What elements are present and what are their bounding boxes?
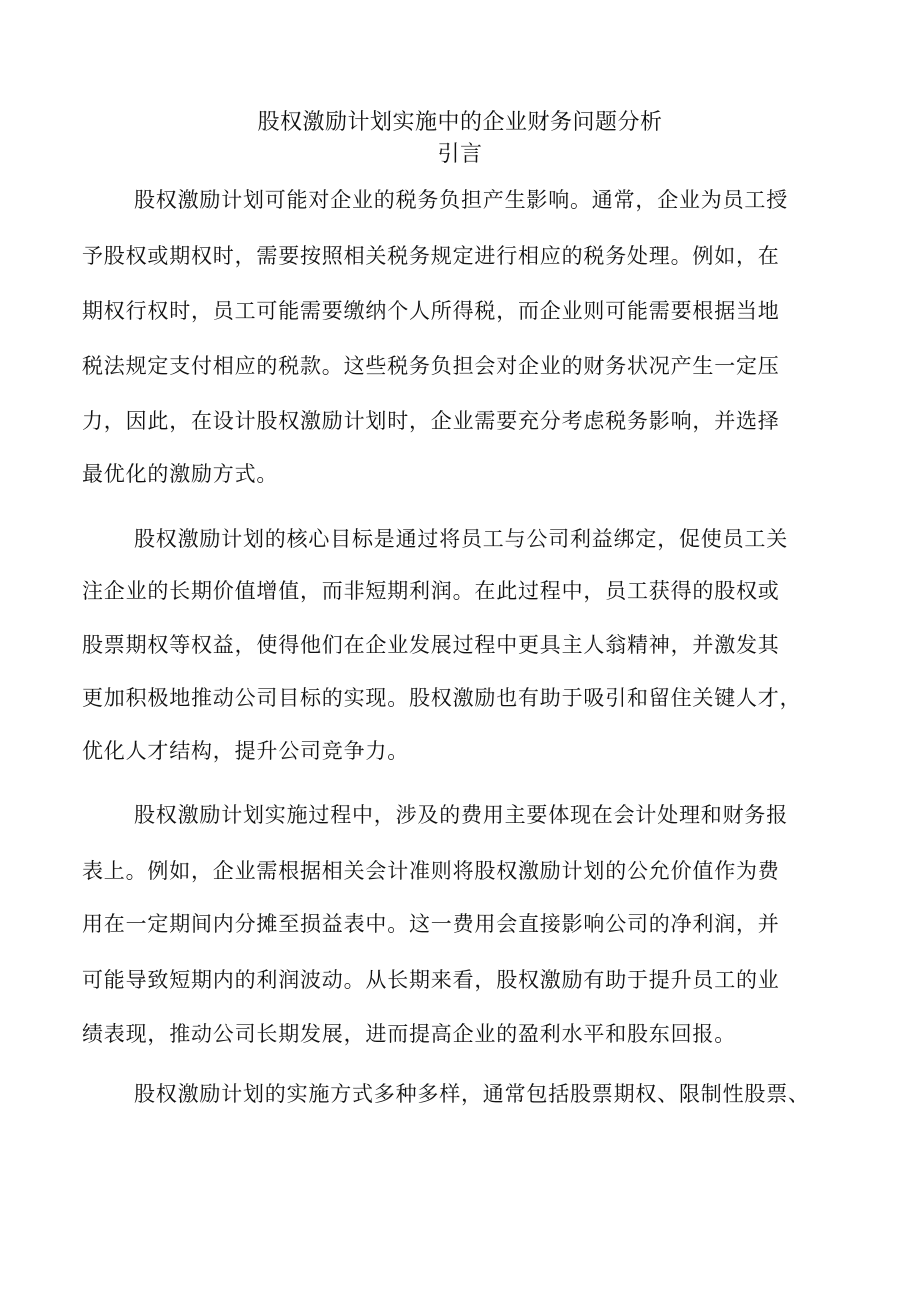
paragraph-3-line-4: 可能导致短期内的利润波动。从长期来看，股权激励有助于提升员工的业 — [82, 968, 780, 992]
paragraph-1-line-1: 股权激励计划可能对企业的税务负担产生影响。通常，企业为员工授 — [134, 188, 788, 212]
paragraph-3-line-1: 股权激励计划实施过程中，涉及的费用主要体现在会计处理和财务报 — [134, 803, 788, 827]
document-title: 股权激励计划实施中的企业财务问题分析 — [257, 110, 663, 135]
paragraph-1-line-4: 税法规定支付相应的税款。这些税务负担会对企业的财务状况产生一定压 — [82, 354, 780, 378]
paragraph-3-line-2: 表上。例如，企业需根据相关会计准则将股权激励计划的公允价值作为费 — [82, 859, 780, 883]
paragraph-4-line-1: 股权激励计划的实施方式多种多样，通常包括股票期权、限制性股票、 — [134, 1082, 810, 1106]
paragraph-1-line-3: 期权行权时，员工可能需要缴纳个人所得税，而企业则可能需要根据当地 — [82, 299, 780, 323]
paragraph-2-line-4: 更加积极地推动公司目标的实现。股权激励也有助于吸引和留住关键人才， — [82, 686, 802, 710]
paragraph-3-line-5: 绩表现，推动公司长期发展，进而提高企业的盈利水平和股东回报。 — [82, 1022, 736, 1046]
paragraph-3-line-3: 用在一定期间内分摊至损益表中。这一费用会直接影响公司的净利润，并 — [82, 912, 780, 936]
paragraph-2-line-3: 股票期权等权益，使得他们在企业发展过程中更具主人翁精神，并激发其 — [82, 633, 780, 657]
paragraph-1-line-5: 力，因此，在设计股权激励计划时，企业需要充分考虑税务影响，并选择 — [82, 409, 780, 433]
section-heading: 引言 — [437, 142, 483, 167]
paragraph-1-line-2: 予股权或期权时，需要按照相关税务规定进行相应的税务处理。例如，在 — [82, 244, 780, 268]
paragraph-2-line-1: 股权激励计划的核心目标是通过将员工与公司利益绑定，促使员工关 — [134, 527, 788, 551]
paragraph-1-line-6: 最优化的激励方式。 — [82, 462, 279, 486]
paragraph-2-line-2: 注企业的长期价值增值，而非短期利润。在此过程中，员工获得的股权或 — [82, 579, 780, 603]
paragraph-2-line-5: 优化人才结构，提升公司竞争力。 — [82, 739, 409, 763]
